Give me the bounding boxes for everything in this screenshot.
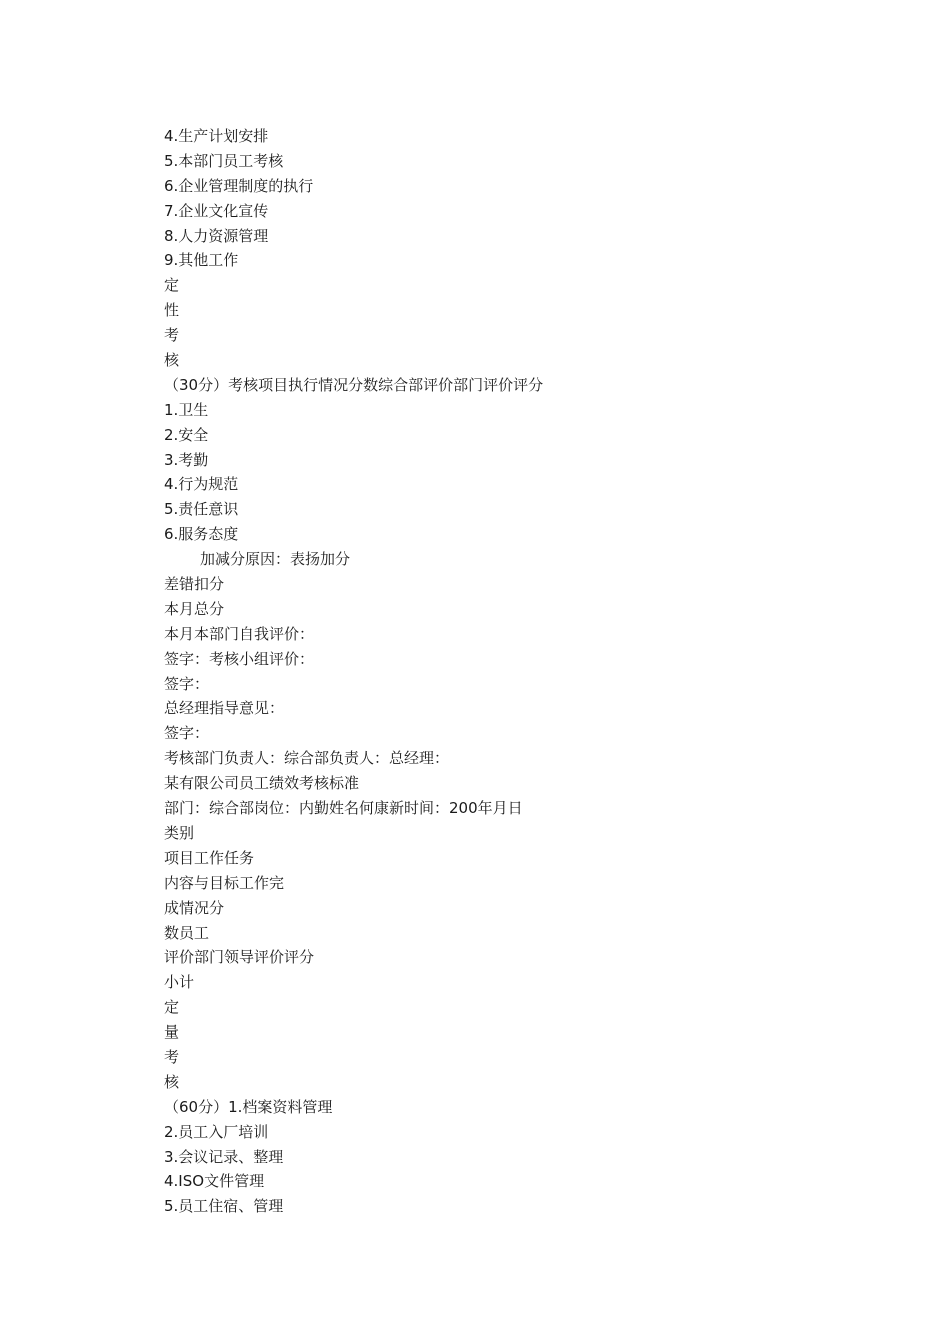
text-line: 差错扣分 xyxy=(164,575,225,594)
section-heading: （60分）1.档案资料管理 xyxy=(164,1097,333,1116)
text-line: 3.会议记录、整理 xyxy=(164,1147,284,1166)
text-line: 本月本部门自我评价： xyxy=(164,624,315,643)
text-line: 性 xyxy=(164,301,180,320)
text-line: 5.责任意识 xyxy=(164,500,239,519)
text-line: 签字：考核小组评价： xyxy=(164,649,315,668)
text-line: 总经理指导意见： xyxy=(164,699,285,718)
text-line: 考 xyxy=(164,1047,180,1066)
text-line: 考 xyxy=(164,326,180,345)
text-line: 4.行为规范 xyxy=(164,475,239,494)
text-line: 类别 xyxy=(164,823,195,842)
text-line: 成情况分 xyxy=(164,898,225,917)
text-line: 本月总分 xyxy=(164,599,225,618)
text-line: 2.员工入厂培训 xyxy=(164,1122,269,1141)
text-line: 5.员工住宿、管理 xyxy=(164,1197,284,1216)
text-line: 2.安全 xyxy=(164,425,209,444)
text-line: 4.生产计划安排 xyxy=(164,127,269,145)
text-line: 9.其他工作 xyxy=(164,251,239,270)
text-line: 部门：综合部岗位：内勤姓名何康新时间：200年月日 xyxy=(164,799,523,818)
text-line: 加减分原因：表扬加分 xyxy=(200,550,351,569)
text-line: 5.本部门员工考核 xyxy=(164,151,284,170)
text-line: 内容与目标工作完 xyxy=(164,873,285,892)
text-line: 项目工作任务 xyxy=(164,848,255,867)
text-line: 评价部门领导评价评分 xyxy=(164,948,315,967)
text-line: 核 xyxy=(164,1072,180,1091)
text-line: 签字： xyxy=(164,724,210,743)
text-line: 6.企业管理制度的执行 xyxy=(164,176,314,195)
text-line: 定 xyxy=(164,998,180,1017)
text-line: 量 xyxy=(164,1023,180,1042)
section-heading: （30分）考核项目执行情况分数综合部评价部门评价评分 xyxy=(164,375,544,394)
text-line: 8.人力资源管理 xyxy=(164,226,269,245)
text-line: 4.ISO文件管理 xyxy=(164,1172,265,1191)
text-line: 7.企业文化宣传 xyxy=(164,201,269,220)
text-line: 签字： xyxy=(164,674,210,693)
text-line: 6.服务态度 xyxy=(164,525,239,544)
text-line: 数员工 xyxy=(164,923,210,942)
document-title: 某有限公司员工绩效考核标准 xyxy=(164,774,360,793)
text-line: 1.卫生 xyxy=(164,400,209,419)
document-body xyxy=(164,124,804,1219)
text-line: 定 xyxy=(164,276,180,295)
text-line: 核 xyxy=(164,351,180,370)
text-line: 3.考勤 xyxy=(164,450,209,469)
text-line: 考核部门负责人：综合部负责人：总经理： xyxy=(164,749,450,768)
text-line: 小计 xyxy=(164,973,195,992)
